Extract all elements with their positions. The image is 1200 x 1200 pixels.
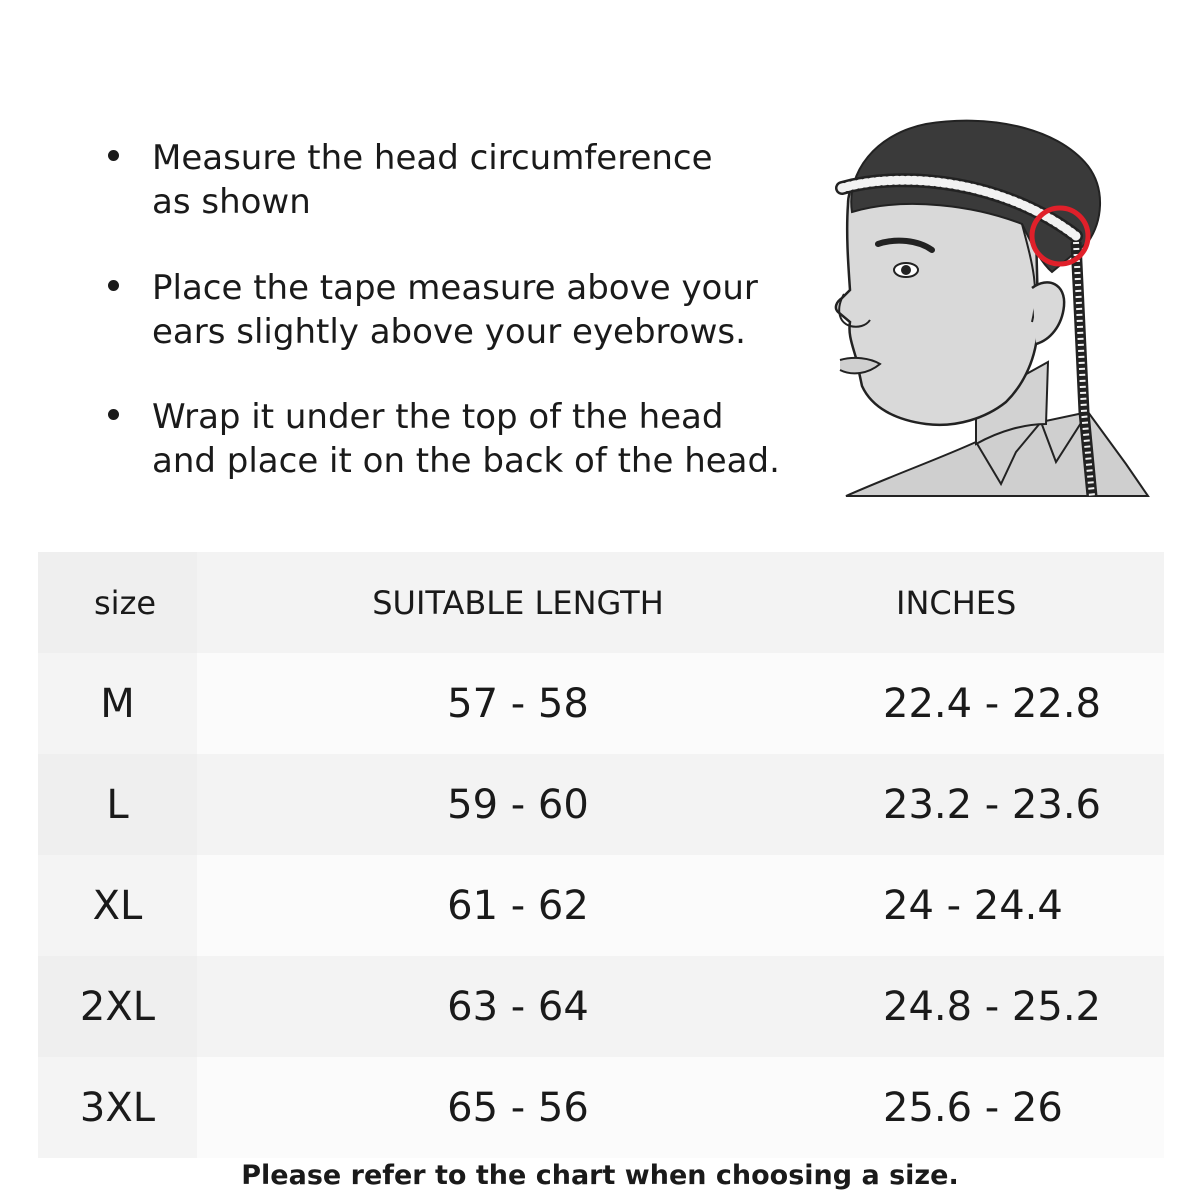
inches-value: 22.4 - 22.8 — [883, 680, 1101, 727]
size-value: XL — [92, 882, 143, 929]
length-value: 63 - 64 — [447, 983, 589, 1030]
bullet-icon — [108, 150, 119, 161]
table-row — [38, 956, 1164, 1057]
header-inches: INCHES — [896, 583, 1017, 622]
inches-value: 25.6 - 26 — [883, 1084, 1063, 1131]
header-size: size — [94, 583, 157, 622]
bullet-icon — [108, 409, 119, 420]
inches-value: 23.2 - 23.6 — [883, 781, 1101, 828]
table-row — [38, 855, 1164, 956]
length-value: 65 - 56 — [447, 1084, 589, 1131]
length-value: 61 - 62 — [447, 882, 589, 929]
table-row — [38, 1057, 1164, 1158]
table-header-row — [38, 552, 1164, 653]
head-measurement-illustration — [826, 112, 1150, 498]
instruction-text: Measure the head circumference as shown — [152, 138, 713, 222]
size-chart-table — [38, 552, 1164, 1154]
header-suitable-length: SUITABLE LENGTH — [372, 583, 664, 622]
table-row — [38, 754, 1164, 855]
size-value: L — [106, 781, 129, 828]
inches-value: 24.8 - 25.2 — [883, 983, 1101, 1030]
length-value: 57 - 58 — [447, 680, 589, 727]
bullet-icon — [108, 280, 119, 291]
footnote: Please refer to the chart when choosing a size. — [241, 1160, 959, 1191]
size-value: M — [100, 680, 135, 727]
inches-value: 24 - 24.4 — [883, 882, 1063, 929]
size-value: 2XL — [79, 983, 156, 1030]
instruction-text: Place the tape measure above your ears slightly above your eyebrows. — [152, 268, 758, 352]
table-row — [38, 653, 1164, 754]
instruction-text: Wrap it under the top of the head and place it on the back of the head. — [152, 397, 780, 481]
size-value: 3XL — [79, 1084, 156, 1131]
length-value: 59 - 60 — [447, 781, 589, 828]
